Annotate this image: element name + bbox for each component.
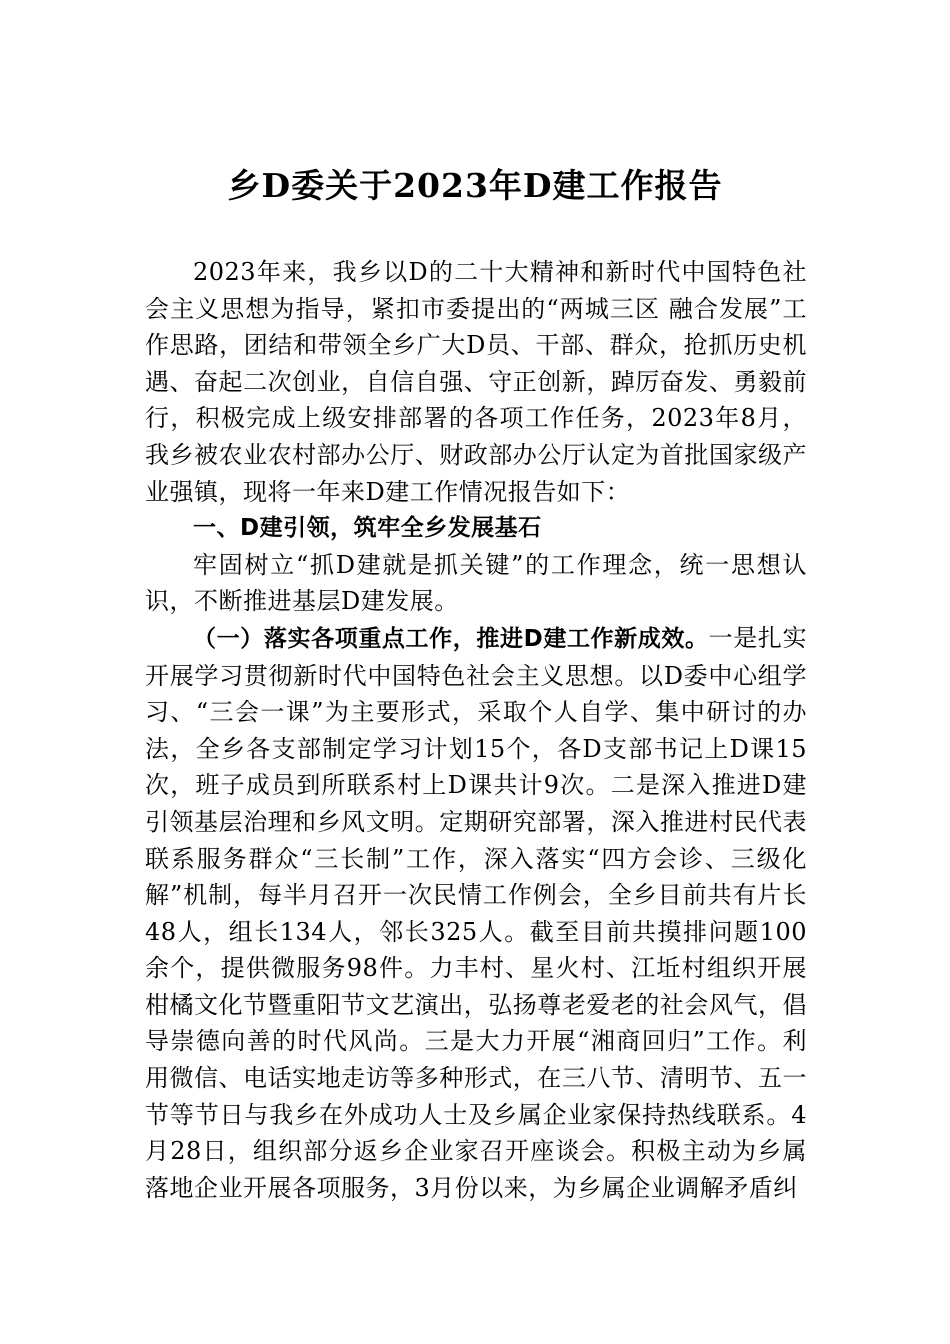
subsection-paragraph [145, 620, 807, 1207]
document-body [145, 254, 807, 1206]
subsection-heading: （一）落实各项重点工作，推进D建工作新成效。 [193, 625, 709, 652]
subsection-text: 一是扎实开展学习贯彻新时代中国特色社会主义思想。以D委中心组学习、“三会一课”为主要形式，采取个人自学、集中研讨的办法，全乡各支部制定学习计划15个，各D支部书记上D课15次，班子成员到所联系村上D课共计9次。二是深入推进D建引领基层治理和乡风文明。定期研究部署，深入推进村民代表联系服务群众“三长制”工作，深入落实“四方会诊、三级化解”机制，每半月召开一次民情工作例会，全乡目前共有片长48人，组长134人，邻长325人。截至目前共摸排问题100余个，提供微服务98件。力丰村、星火村、江坵村组织开展柑橘文化节暨重阳节文艺演出，弘扬尊老爱老的社会风气，倡导崇德向善的时代风尚。三是大力开展“湘商回归”工作。利用微信、电话实地走访等多种形式，在三八节、清明节、五一节等节日与我乡在外成功人士及乡属企业家保持热线联系。4月28日，组织部分返乡企业家召开座谈会。积极主动为乡属落地企业开展各项服务，3月份以来，为乡属企业调解矛盾纠 [145, 623, 808, 1202]
section-heading: 一、D建引领，筑牢全乡发展基石 [193, 515, 542, 542]
document-title: 乡D委关于2023年D建工作报告 [227, 166, 723, 205]
section-intro-paragraph: 牢固树立“抓D建就是抓关键”的工作理念，统一思想认识，不断推进基层D建发展。 [145, 550, 807, 616]
intro-paragraph: 2023年来，我乡以D的二十大精神和新时代中国特色社会主义思想为指导，紧扣市委提出的“两城三区 融合发展”工作思路，团结和带领全乡广大D员、干部、群众，抢抓历史机遇、奋起二次创业，自信自强、守正创新，踔厉奋发、勇毅前行，积极完成上级安排部署的各项工作任务，2023年8月，我乡被农业农村部办公厅、财政部办公厅认定为首批国家级产业强镇，现将一年来D建工作情况报告如下： [145, 258, 807, 506]
